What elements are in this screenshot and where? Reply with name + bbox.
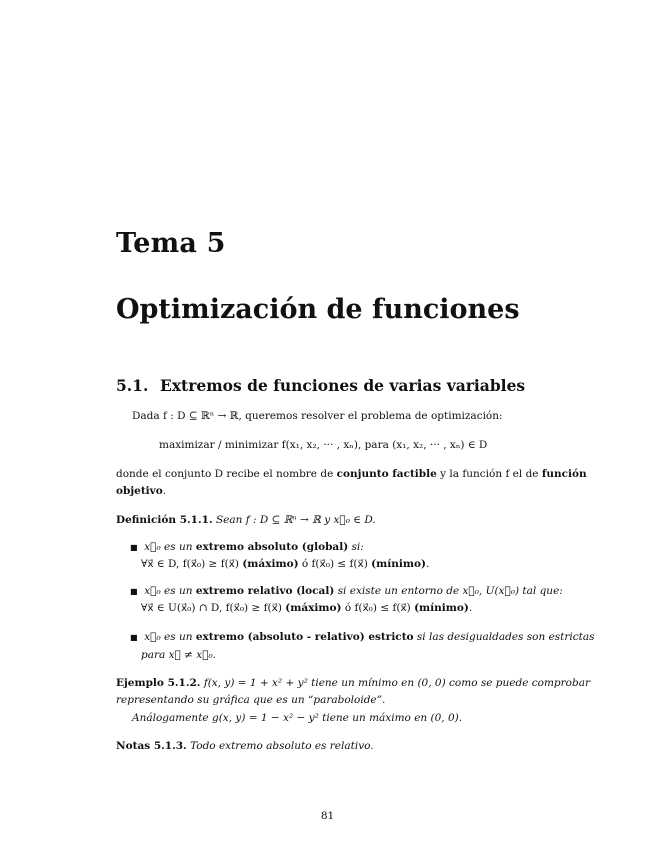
bullet-1-line2: ∀x⃗ ∈ D, f(x⃗₀) ≥ f(x⃗) (máximo) ó f(x⃗₀) ≤ f(x⃗) (mínimo). <box>141 558 430 570</box>
notes: Notas 5.1.3. Todo extremo absoluto es relativo. <box>116 740 374 752</box>
page-number: 81 <box>320 810 335 822</box>
example-line3: Análogamente g(x, y) = 1 − x² − y² tiene un máximo en (0, 0). <box>132 712 463 724</box>
term-feasible-set: conjunto factible <box>336 468 437 480</box>
bullet-3-line2: para x⃗ ≠ x⃗₀. <box>141 649 217 661</box>
notes-label: Notas 5.1.3. <box>116 740 187 752</box>
definition-label: Definición 5.1.1. <box>116 514 213 526</box>
bullet-2-line2: ∀x⃗ ∈ U(x⃗₀) ∩ D, f(x⃗₀) ≥ f(x⃗) (máximo) ó f(x⃗₀) ≤ f(x⃗) (mínimo). <box>141 602 473 614</box>
bullet-icon: ■ <box>130 543 138 552</box>
intro-line: Dada f : D ⊆ ℝⁿ → ℝ, queremos resolver el problema de optimización: <box>132 410 503 422</box>
term-objective-b: objetivo <box>116 485 163 497</box>
intro-paragraph-line2: objetivo. <box>116 485 167 497</box>
section-heading <box>116 376 525 395</box>
chapter-label: Tema 5 <box>116 228 226 259</box>
section-title: Extremos de funciones de varias variables <box>160 376 526 395</box>
bullet-icon: ■ <box>130 633 138 642</box>
bullet-1: ■ x⃗₀ es un extremo absoluto (global) si: <box>130 541 364 553</box>
bullet-icon: ■ <box>130 587 138 596</box>
chapter-title: Optimización de funciones <box>116 294 520 325</box>
section-number: 5.1. <box>116 376 149 395</box>
definition-heading <box>116 512 376 528</box>
definition-text: Sean f : D ⊆ ℝⁿ → ℝ y x⃗₀ ∈ D. <box>215 514 376 526</box>
bullet-3: ■ x⃗₀ es un extremo (absoluto - relativo) estricto si las desigualdades son estrictas <box>130 631 595 643</box>
example-line2: representando su gráfica que es un “paraboloide”. <box>116 694 386 706</box>
example-label: Ejemplo 5.1.2. <box>116 677 201 689</box>
bullet-2: ■ x⃗₀ es un extremo relativo (local) si existe un entorno de x⃗₀, U(x⃗₀) tal que: <box>130 585 563 597</box>
example-heading: Ejemplo 5.1.2. f(x, y) = 1 + x² + y² tiene un mínimo en (0, 0) como se puede comprobar <box>116 677 590 689</box>
optimization-formula: maximizar / minimizar f(x₁, x₂, ··· , xₙ), para (x₁, x₂, ··· , xₙ) ∈ D <box>159 439 488 451</box>
intro-paragraph-line: donde el conjunto D recibe el nombre de conjunto factible y la función f el de función <box>116 468 587 480</box>
term-objective-a: función <box>541 468 587 480</box>
